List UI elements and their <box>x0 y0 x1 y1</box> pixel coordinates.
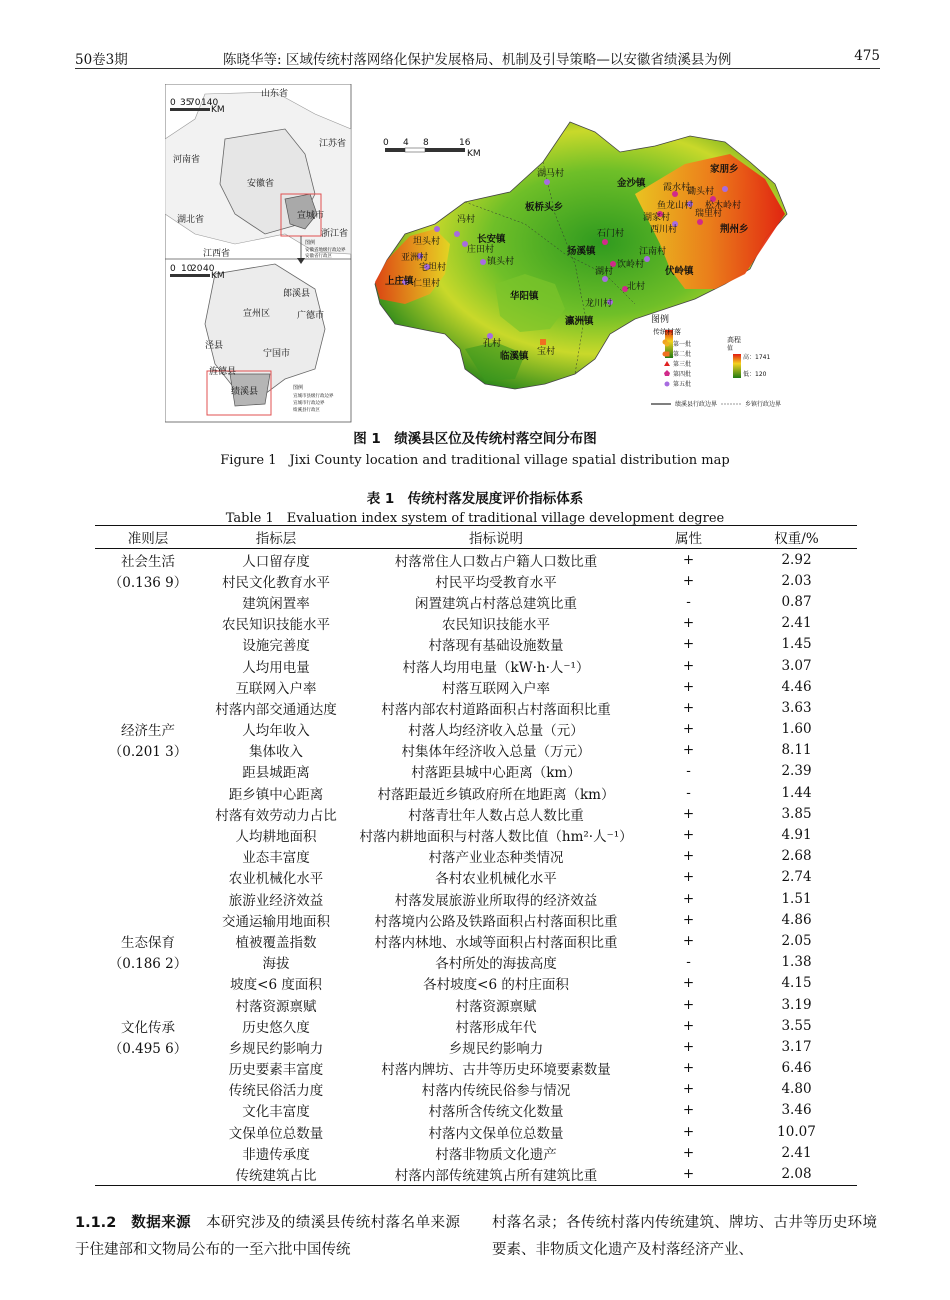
table-row <box>95 655 857 676</box>
inset-legend-title: 图例 <box>305 240 316 246</box>
cell-attribute: + <box>682 1038 695 1055</box>
inset-map <box>165 84 351 422</box>
cell-weight: 3.85 <box>781 805 812 822</box>
cell-weight: 3.17 <box>781 1038 812 1055</box>
cell-description: 村落距最近乡镇政府所在地距离（km） <box>377 786 615 803</box>
legend-batch-3: 第三批 <box>673 361 692 368</box>
running-title: 陈晓华等: 区域传统村落网络化保护发展格局、机制及引导策略—以安徽省绩溪县为例 <box>223 52 732 68</box>
table-row <box>95 930 857 951</box>
cell-criterion <box>95 909 201 930</box>
town-changan: 长安镇 <box>477 234 506 245</box>
cell-description: 村落常住人口数占户籍人口数比重 <box>394 553 598 570</box>
cell-indicator: 业态丰富度 <box>242 850 310 867</box>
cell-criterion <box>95 973 201 994</box>
village-6: 西川村 <box>650 225 678 235</box>
cell-indicator: 传统民俗活力度 <box>228 1083 324 1100</box>
label-shandong: 山东省 <box>261 89 289 99</box>
table-row <box>95 761 857 782</box>
village-18: 湖村 <box>595 267 614 277</box>
cell-attribute: + <box>682 1144 695 1161</box>
town-shangzhuang: 上庄镇 <box>385 276 414 287</box>
cell-attribute: + <box>682 890 695 907</box>
cell-criterion: （0.201 3） <box>108 744 188 761</box>
header-criterion: 准则层 <box>95 526 201 549</box>
cell-description: 村落内部传统建筑占所有建筑比重 <box>351 1163 641 1185</box>
cell-indicator: 距县城距离 <box>242 765 310 782</box>
village-3: 鱼龙山村 <box>657 201 694 211</box>
cell-attribute: + <box>682 827 695 844</box>
cell-indicator: 人均耕地面积 <box>235 829 317 846</box>
cell-weight: 4.15 <box>781 975 812 992</box>
main-scale-16: 16 <box>459 138 471 148</box>
cell-criterion <box>95 761 201 782</box>
section-number: 1.1.2 <box>75 1215 117 1231</box>
inset-scale-top-unit: KM <box>211 105 225 115</box>
cell-weight: 6.46 <box>781 1060 812 1077</box>
cell-attribute: + <box>682 636 695 653</box>
cell-description: 村集体年经济收入总量（万元） <box>401 744 591 761</box>
legend-title: 图例 <box>651 315 670 325</box>
table-row <box>95 719 857 740</box>
table-caption-cn: 表 1 传统村落发展度评价指标体系 <box>366 491 584 507</box>
inset2-legend-title: 图例 <box>293 385 304 391</box>
cell-criterion <box>95 613 201 634</box>
main-scale-bar <box>385 148 465 152</box>
inset2-legend-item-0: 宣城市县级行政边界 <box>293 394 334 399</box>
inset-scale-top-0: 0 <box>170 98 176 108</box>
village-21: 孔村 <box>483 339 502 349</box>
cell-weight: 1.45 <box>781 636 812 653</box>
cell-description: 村落内部农村道路面积占村落面积比重 <box>381 701 611 718</box>
village-5: 湖家村 <box>643 213 671 223</box>
cell-indicator: 乡规民约影响力 <box>228 1040 324 1057</box>
cell-weight: 2.92 <box>781 551 812 568</box>
cell-indicator: 传统建筑占比 <box>201 1163 351 1185</box>
cell-attribute: - <box>686 763 691 780</box>
table-header-row <box>95 526 857 549</box>
cell-description: 闲置建筑占村落总建筑比重 <box>415 595 577 612</box>
cell-indicator: 历史悠久度 <box>242 1019 310 1036</box>
cell-attribute: + <box>682 1081 695 1098</box>
table-row <box>95 740 857 761</box>
label-jingde: 旌德县 <box>209 367 237 377</box>
cell-criterion: （0.495 6） <box>108 1040 188 1057</box>
cell-description: 农民知识技能水平 <box>442 617 550 634</box>
inset2-legend-item-1: 宣城市行政边界 <box>293 401 325 406</box>
body-text-left <box>75 1210 460 1264</box>
cell-attribute: + <box>682 869 695 886</box>
cell-indicator: 海拔 <box>262 956 290 973</box>
cell-criterion <box>95 867 201 888</box>
town-jinsha: 金沙镇 <box>617 178 646 189</box>
inset-scale-bottom-1: 10 <box>181 264 193 274</box>
cell-criterion: 生态保育 <box>121 934 175 951</box>
label-henan: 河南省 <box>173 155 201 165</box>
cell-weight: 4.86 <box>781 911 812 928</box>
cell-criterion <box>95 1163 201 1185</box>
legend-labels <box>651 313 781 408</box>
cell-criterion <box>95 1121 201 1142</box>
elevation-label: 高程 <box>727 336 741 344</box>
cell-indicator: 交通运输用地面积 <box>222 913 330 930</box>
label-langxi: 郎溪县 <box>283 289 311 299</box>
table-row <box>95 676 857 697</box>
cell-attribute: + <box>641 1163 736 1185</box>
cell-attribute: + <box>682 572 695 589</box>
cell-indicator: 互联网入户率 <box>235 680 317 697</box>
cell-description: 村落内耕地面积与村落人数比值（hm²·人⁻¹） <box>359 829 633 846</box>
village-16: 仁里村 <box>413 279 441 289</box>
cell-description: 村落距县城中心距离（km） <box>411 765 581 782</box>
cell-weight: 2.39 <box>781 763 812 780</box>
cell-weight: 3.63 <box>781 699 812 716</box>
cell-indicator: 村民文化教育水平 <box>222 574 330 591</box>
cell-indicator: 人均用电量 <box>242 659 310 676</box>
main-scale-4: 4 <box>403 138 409 148</box>
table-row <box>95 634 857 655</box>
cell-criterion: 经济生产 <box>121 723 175 740</box>
label-jixi: 绩溪县 <box>231 387 259 397</box>
table-row <box>95 973 857 994</box>
elevation-high: 高：1741 <box>743 354 771 361</box>
village-9: 冯村 <box>457 215 476 225</box>
cell-indicator: 村落资源禀赋 <box>235 998 317 1015</box>
table-row <box>95 952 857 973</box>
label-zhejiang: 浙江省 <box>321 229 349 239</box>
cell-attribute: + <box>682 699 695 716</box>
town-banqiaotou: 板桥头乡 <box>525 202 564 213</box>
inset-scale-top-2: 70 <box>189 98 201 108</box>
legend-batch-2: 第二批 <box>673 351 692 358</box>
cell-indicator: 坡度<6 度面积 <box>230 977 322 994</box>
village-20: 北村 <box>627 282 646 292</box>
town-huayang: 华阳镇 <box>510 291 539 302</box>
table-row <box>95 1121 857 1142</box>
town-jiapeng: 家朋乡 <box>710 164 739 175</box>
cell-weight: 1.38 <box>781 954 812 971</box>
main-scale-8: 8 <box>423 138 429 148</box>
cell-description: 村落形成年代 <box>455 1019 537 1036</box>
cell-criterion: 文化传承 <box>121 1019 175 1036</box>
header-weight: 权重/% <box>736 526 857 549</box>
legend-batch-1: 第一批 <box>673 341 692 348</box>
cell-weight: 10.07 <box>777 1123 816 1140</box>
cell-indicator: 村落内部交通通达度 <box>215 701 337 718</box>
elevation-unit: 值 <box>727 345 734 352</box>
cell-criterion <box>95 676 201 697</box>
header-attribute: 属性 <box>641 526 736 549</box>
cell-criterion <box>95 1058 201 1079</box>
cell-attribute: + <box>682 742 695 759</box>
village-4: 松木岭村 <box>705 201 742 211</box>
label-jiangxi: 江西省 <box>203 249 231 259</box>
cell-criterion <box>95 697 201 718</box>
village-10: 庄田村 <box>467 245 495 255</box>
cell-criterion <box>95 994 201 1015</box>
cell-attribute: + <box>682 996 695 1013</box>
legend-group: 传统村落 <box>653 328 681 336</box>
boundary-town: 乡镇行政边界 <box>745 401 782 408</box>
main-scale-unit: KM <box>467 149 481 159</box>
cell-attribute: + <box>682 1123 695 1140</box>
table-row <box>95 867 857 888</box>
cell-description: 村落内林地、水域等面积占村落面积比重 <box>374 934 618 951</box>
section-title: 数据来源 <box>130 1215 192 1231</box>
table-row <box>95 909 857 930</box>
page-number: 475 <box>854 48 880 64</box>
village-8: 坦头村 <box>413 237 441 247</box>
cell-indicator: 距乡镇中心距离 <box>228 786 324 803</box>
cell-indicator: 农业机械化水平 <box>228 871 324 888</box>
cell-description: 村落内传统民俗参与情况 <box>421 1083 571 1100</box>
village-2: 磡头村 <box>687 187 715 197</box>
table-row <box>95 1142 857 1163</box>
table-row <box>95 1058 857 1079</box>
village-0: 湖马村 <box>537 169 565 179</box>
table-row <box>95 824 857 845</box>
cell-indicator: 人口留存度 <box>242 553 310 570</box>
cell-attribute: + <box>682 932 695 949</box>
table-row <box>95 613 857 634</box>
cell-weight: 4.80 <box>781 1081 812 1098</box>
cell-weight: 1.44 <box>781 784 812 801</box>
inset-scale-bottom-unit: KM <box>211 271 225 281</box>
legend-batch-4: 第四批 <box>673 371 692 378</box>
figure-caption-en: Figure 1 Jixi County location and traditional village spatial distribution map <box>220 453 730 468</box>
cell-attribute: + <box>682 848 695 865</box>
village-1: 霞水村 <box>663 183 691 193</box>
table-row <box>95 570 857 591</box>
table-caption-en: Table 1 Evaluation index system of traditional village development degree <box>225 511 725 526</box>
cell-description: 各村所处的海拔高度 <box>435 956 557 973</box>
evaluation-index-table <box>95 525 857 1186</box>
cell-criterion: 社会生活 <box>121 553 175 570</box>
running-header <box>75 46 880 69</box>
town-yangxi: 扬溪镇 <box>567 246 596 257</box>
cell-attribute: - <box>686 954 691 971</box>
cell-weight: 3.19 <box>781 996 812 1013</box>
label-ningguo: 宁国市 <box>263 349 291 359</box>
cell-weight: 3.46 <box>781 1102 812 1119</box>
label-anhui: 安徽省 <box>247 179 275 189</box>
cell-indicator: 村落有效劳动力占比 <box>215 807 337 824</box>
inset-scale-top-1: 35 <box>180 98 192 108</box>
cell-description: 村落内牌坊、古井等历史环境要素数量 <box>381 1062 611 1079</box>
inset-legend-item-1: 安徽省行政区 <box>305 254 332 259</box>
cell-attribute: + <box>682 615 695 632</box>
cell-criterion <box>95 888 201 909</box>
legend-batch-5: 第五批 <box>673 381 692 388</box>
figure-caption-cn: 图 1 绩溪县区位及传统村落空间分布图 <box>353 431 597 447</box>
cell-indicator: 非遗传承度 <box>242 1146 310 1163</box>
village-11: 石门村 <box>597 229 625 239</box>
table-row <box>95 1100 857 1121</box>
label-xuanzhou: 宣州区 <box>243 309 271 319</box>
cell-criterion <box>95 591 201 612</box>
table-row <box>95 1015 857 1036</box>
cell-indicator: 农民知识技能水平 <box>222 617 330 634</box>
cell-description: 各村农业机械化水平 <box>435 871 557 888</box>
cell-weight: 2.68 <box>781 848 812 865</box>
cell-weight: 2.08 <box>736 1163 857 1185</box>
boundary-county: 绩溪县行政边界 <box>675 401 718 408</box>
cell-weight: 4.46 <box>781 678 812 695</box>
cell-weight: 2.74 <box>781 869 812 886</box>
cell-criterion <box>95 634 201 655</box>
village-22: 宝村 <box>537 347 556 357</box>
cell-weight: 2.05 <box>781 932 812 949</box>
cell-attribute: + <box>682 678 695 695</box>
cell-weight: 2.03 <box>781 572 812 589</box>
village-7: 瑞里村 <box>695 209 723 219</box>
body-left-text: 本研究涉及的绩溪县传统村落名单来源于住建部和文物局公布的一至六批中国传统 <box>75 1215 461 1258</box>
cell-weight: 3.55 <box>781 1017 812 1034</box>
cell-indicator: 植被覆盖指数 <box>235 934 317 951</box>
table-row <box>95 846 857 867</box>
town-fuling: 伏岭镇 <box>665 266 694 277</box>
elevation-low: 低：120 <box>743 371 767 378</box>
inset-scale-bottom-2: 20 <box>191 264 203 274</box>
cell-attribute: - <box>686 593 691 610</box>
label-xuancheng: 宣城市 <box>297 211 325 221</box>
table-row <box>95 1036 857 1057</box>
cell-indicator: 人均年收入 <box>242 723 310 740</box>
table-row <box>95 782 857 803</box>
location-map-figure <box>165 84 805 424</box>
cell-indicator: 文化丰富度 <box>242 1104 310 1121</box>
cell-attribute: + <box>682 1060 695 1077</box>
cell-weight: 3.07 <box>781 657 812 674</box>
body-text-right: 村落名录；各传统村落内传统建筑、牌坊、古井等历史环境要素、非物质文化遗产及村落经济产业、 <box>492 1215 877 1258</box>
cell-weight: 2.41 <box>781 615 812 632</box>
label-jiangsu: 江苏省 <box>319 139 347 149</box>
town-jingzhou: 荆州乡 <box>720 224 749 235</box>
journal-volume: 50卷3期 <box>75 52 128 68</box>
table-row <box>95 1163 857 1185</box>
town-linxi: 临溪镇 <box>500 351 529 362</box>
label-jingxian: 泾县 <box>205 341 224 351</box>
table-row <box>95 994 857 1015</box>
cell-indicator: 设施完善度 <box>242 638 310 655</box>
cell-attribute: + <box>682 911 695 928</box>
cell-description: 村落非物质文化遗产 <box>435 1146 557 1163</box>
inset-scale-bottom-0: 0 <box>170 264 176 274</box>
table-row <box>95 888 857 909</box>
cell-description: 村落人均经济收入总量（元） <box>408 723 584 740</box>
table-row <box>95 1079 857 1100</box>
inset2-legend-item-2: 绩溪县行政区 <box>293 408 320 413</box>
cell-weight: 1.60 <box>781 721 812 738</box>
cell-attribute: + <box>682 1017 695 1034</box>
main-scale-0: 0 <box>383 138 389 148</box>
cell-attribute: + <box>682 975 695 992</box>
table-row <box>95 803 857 824</box>
cell-attribute: + <box>682 657 695 674</box>
cell-indicator: 历史要素丰富度 <box>228 1062 324 1079</box>
cell-description: 村落人均用电量（kW·h·人⁻¹） <box>402 659 590 676</box>
inset-scale-bottom-3: 40 <box>203 264 215 274</box>
cell-criterion <box>95 1079 201 1100</box>
village-12: 亚洲村 <box>401 253 429 263</box>
cell-description: 村落青壮年人数占总人数比重 <box>408 807 584 824</box>
cell-attribute: + <box>682 1102 695 1119</box>
cell-description: 乡规民约影响力 <box>448 1040 544 1057</box>
label-guangde: 广德市 <box>297 311 325 321</box>
cell-criterion <box>95 803 201 824</box>
cell-attribute: + <box>682 805 695 822</box>
cell-description: 村落内文保单位总数量 <box>428 1125 564 1142</box>
cell-weight: 0.87 <box>781 593 812 610</box>
village-19: 龙川村 <box>585 299 613 309</box>
cell-description: 各村坡度<6 的村庄面积 <box>423 977 569 994</box>
cell-attribute: - <box>686 784 691 801</box>
cell-weight: 1.51 <box>781 890 812 907</box>
cell-criterion <box>95 824 201 845</box>
cell-criterion <box>95 846 201 867</box>
table-row <box>95 591 857 612</box>
cell-description: 村落资源禀赋 <box>455 998 537 1015</box>
village-14: 江南村 <box>639 247 667 257</box>
cell-criterion <box>95 1100 201 1121</box>
town-yingzhou: 瀛洲镇 <box>565 316 594 327</box>
cell-description: 村落产业业态种类情况 <box>428 850 564 867</box>
cell-criterion <box>95 1142 201 1163</box>
cell-description: 村落发展旅游业所取得的经济效益 <box>394 892 598 909</box>
cell-criterion: （0.186 2） <box>108 956 188 973</box>
cell-weight: 4.91 <box>781 827 812 844</box>
cell-indicator: 建筑闲置率 <box>242 595 310 612</box>
table-row <box>95 697 857 718</box>
cell-criterion: （0.136 9） <box>108 574 188 591</box>
cell-description: 村落境内公路及铁路面积占村落面积比重 <box>374 913 618 930</box>
cell-attribute: + <box>682 721 695 738</box>
cell-criterion <box>95 655 201 676</box>
cell-indicator: 文保单位总数量 <box>228 1125 324 1142</box>
village-17: 饮岭村 <box>617 260 645 270</box>
cell-description: 村民平均受教育水平 <box>435 574 557 591</box>
inset-legend-item-0: 安徽省地级行政边界 <box>305 248 346 253</box>
cell-description: 村落所含传统文化数量 <box>428 1104 564 1121</box>
cell-description: 村落互联网入户率 <box>442 680 550 697</box>
village-15: 宅坦村 <box>419 263 447 273</box>
cell-indicator: 旅游业经济效益 <box>228 892 324 909</box>
village-13: 镇头村 <box>487 257 515 267</box>
table-row <box>95 549 857 571</box>
cell-weight: 8.11 <box>781 742 812 759</box>
cell-criterion <box>95 782 201 803</box>
inset-scale-top-3: 140 <box>201 98 219 108</box>
header-indicator: 指标层 <box>201 526 351 549</box>
label-hubei: 湖北省 <box>177 215 205 225</box>
cell-description: 村落现有基础设施数量 <box>428 638 564 655</box>
cell-weight: 2.41 <box>781 1144 812 1161</box>
header-description: 指标说明 <box>351 526 641 549</box>
cell-attribute: + <box>682 551 695 568</box>
cell-indicator: 集体收入 <box>249 744 303 761</box>
